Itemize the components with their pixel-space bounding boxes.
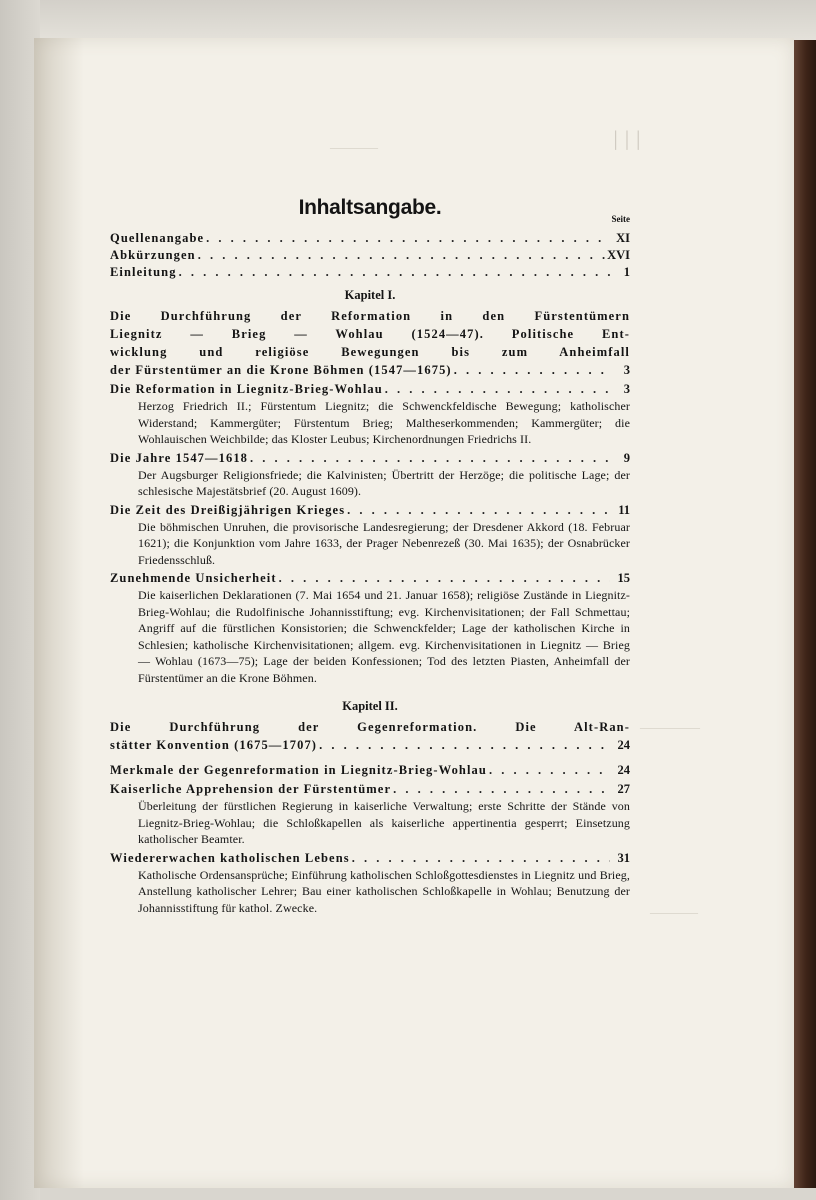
toc-entry[interactable] xyxy=(110,230,630,247)
toc-entry-label: Die Zeit des Dreißigjährigen Krieges xyxy=(110,502,346,517)
toc-entry[interactable] xyxy=(110,570,630,587)
front-matter-list xyxy=(110,230,630,281)
toc-entry-summary: Überleitung der fürstlichen Regierung in kaiserliche Verwaltung; erste Schritte der Stände von Liegnitz-Brieg-Wohlau; die Schloßkapellen als kaiserliche appertinentia gesperrt; Einsetzung katholischer Beamter. xyxy=(138,799,630,846)
spacer xyxy=(110,686,630,692)
toc-entry-page: 24 xyxy=(617,763,630,777)
chapter-label: Kapitel II. xyxy=(342,699,398,713)
toc-entry-label: Die Reformation in Liegnitz-Brieg-Wohlau xyxy=(110,382,383,396)
show-through-text: ――――― xyxy=(640,720,700,734)
chapter-heading-line: Die Durchführung der Gegenreformation. Die Alt-Ran- xyxy=(110,720,630,734)
toc-entry-label: Merkmale der Gegenreformation in Liegnitz-Brieg-Wohlau xyxy=(110,763,487,777)
toc-entry[interactable] xyxy=(110,247,630,264)
toc-entry-summary: Katholische Ordensansprüche; Einführung katholischen Schloßgottesdienstes in Liegnitz und Brieg, Anstellung katholischer Lehrer; Bau einer katholischen Schloßkapelle in Wohlau; Benutzung der Johannisstiftung für kathol. Zwecke. xyxy=(138,867,630,915)
leader-dots xyxy=(179,264,610,281)
toc-section xyxy=(110,450,630,500)
toc-entry[interactable] xyxy=(110,762,630,779)
chapter-heading-line: der Fürstentümer an die Krone Böhmen (1547—1675) xyxy=(110,363,452,377)
toc-entry-page: 3 xyxy=(623,382,630,396)
toc-entry[interactable] xyxy=(110,264,630,281)
toc-entry[interactable] xyxy=(110,781,630,798)
toc-section xyxy=(110,850,630,917)
leader-dots xyxy=(454,361,610,379)
toc-entry[interactable] xyxy=(110,502,630,519)
toc-entry-page: 11 xyxy=(618,502,630,517)
chapter-label: Kapitel I. xyxy=(344,288,396,302)
toc-entry-summary: Die böhmischen Unruhen, die provisorische Landesregierung; der Dresdener Akkord (18. Februar 1621); die Konjunktion vom Jahre 1633, der Prager Nebenrezeß (30. Mai 1635); der Osnabrücker Friedensschluß. xyxy=(138,519,630,567)
chapter-heading-line: Liegnitz — Brieg — Wohlau (1524—47). Politische Ent- xyxy=(110,327,630,341)
leader-dots xyxy=(352,850,610,867)
toc-entry-label: Kaiserliche Apprehension der Fürstentümer xyxy=(110,782,392,796)
toc-entry-page: 9 xyxy=(623,450,630,465)
scan-background-top xyxy=(0,0,816,40)
page-title: Inhaltsangabe. xyxy=(298,196,442,219)
toc-entry-page: 1 xyxy=(623,265,630,279)
toc-entry-summary: Herzog Friedrich II.; Fürstentum Liegnitz; die Schwenckfeldische Bewegung; katholischer Widerstand; Kammergüter; Fürstentum Brieg; Maltheserkommenden; Kammergüter; die Wohlauischen Weichbilde; das Kloster Leubus; Kirchenordnungen Friedrichs II. xyxy=(138,399,630,446)
toc-entry-label: Einleitung xyxy=(110,265,177,279)
spacer xyxy=(110,754,630,760)
show-through-text: │││ xyxy=(610,132,645,149)
page-gutter-shadow xyxy=(34,38,84,1188)
leader-dots xyxy=(279,570,610,587)
book-cover-edge xyxy=(791,40,816,1188)
toc-entry-page: 15 xyxy=(617,571,630,585)
toc-section xyxy=(110,762,630,779)
toc-section xyxy=(110,570,630,686)
toc-entry-label: Zunehmende Unsicherheit xyxy=(110,571,277,585)
toc-entry-page: 31 xyxy=(617,850,630,865)
chapter-heading-last[interactable] xyxy=(110,361,630,379)
chapter-heading[interactable] xyxy=(110,307,630,361)
chapter-heading-line: stätter Konvention (1675—1707) xyxy=(110,738,318,752)
chapter-heading[interactable] xyxy=(110,718,630,736)
toc-entry-label: Die Jahre 1547—1618 xyxy=(110,450,249,465)
toc-entry-summary: Der Augsburger Religionsfriede; die Kalvinisten; Übertritt der Herzöge; die politische Lage; der schlesische Majestätsbrief (20. August 1609). xyxy=(138,467,630,498)
chapter-page: 24 xyxy=(617,738,630,752)
toc-entry-label: Abkürzungen xyxy=(110,248,196,262)
toc-entry-summary: Die kaiserlichen Deklarationen (7. Mai 1654 und 21. Januar 1658); religiöse Zustände in Liegnitz-Brieg-Wohlau; die Rudolfinische Johannisstiftung; evg. Kirchenvisitationen; der Fall Schmettau; Angriff auf die fürstlichen Konsistorien; die Schwenckfelder; Lage der katholischen Kirche in Schlesien; katholische Kirchenvisitationen; allgem. evg. Kirchenvisitationen in Liegnitz — Brieg — Wohlau (1673—75); Lage der beiden Konfessionen; Tod des letzten Piasten, Anheimfall der Fürstentümer an die Krone Böhmen. xyxy=(138,588,630,685)
show-through-text: ―――― xyxy=(330,140,378,154)
leader-dots xyxy=(319,736,610,754)
toc-entry-page: 27 xyxy=(617,782,630,796)
leader-dots xyxy=(489,762,610,779)
toc-entry[interactable] xyxy=(110,450,630,467)
toc-entry-label: Wiedererwachen katholischen Lebens xyxy=(110,850,350,865)
leader-dots xyxy=(347,502,610,519)
toc-entry[interactable] xyxy=(110,850,630,867)
toc-section xyxy=(110,781,630,848)
toc-entry-page: XVI xyxy=(607,248,630,262)
leader-dots xyxy=(198,247,605,264)
table-of-contents xyxy=(110,196,630,916)
toc-section xyxy=(110,381,630,448)
leader-dots xyxy=(393,781,610,798)
page-column-label: Seite xyxy=(611,214,630,224)
toc-section xyxy=(110,502,630,569)
show-through-text: ―――― xyxy=(650,905,698,919)
chapter-heading-line: Die Durchführung der Reformation in den Fürstentümern xyxy=(110,309,630,323)
chapter-heading-last[interactable] xyxy=(110,736,630,754)
leader-dots xyxy=(250,450,610,467)
toc-entry-page: XI xyxy=(616,231,630,245)
toc-entry[interactable] xyxy=(110,381,630,398)
chapter-heading-line: wicklung und religiöse Bewegungen bis zum Anheimfall xyxy=(110,345,630,359)
chapter-page: 3 xyxy=(623,363,630,377)
leader-dots xyxy=(385,381,610,398)
toc-entry-label: Quellenangabe xyxy=(110,231,205,245)
leader-dots xyxy=(206,230,610,247)
